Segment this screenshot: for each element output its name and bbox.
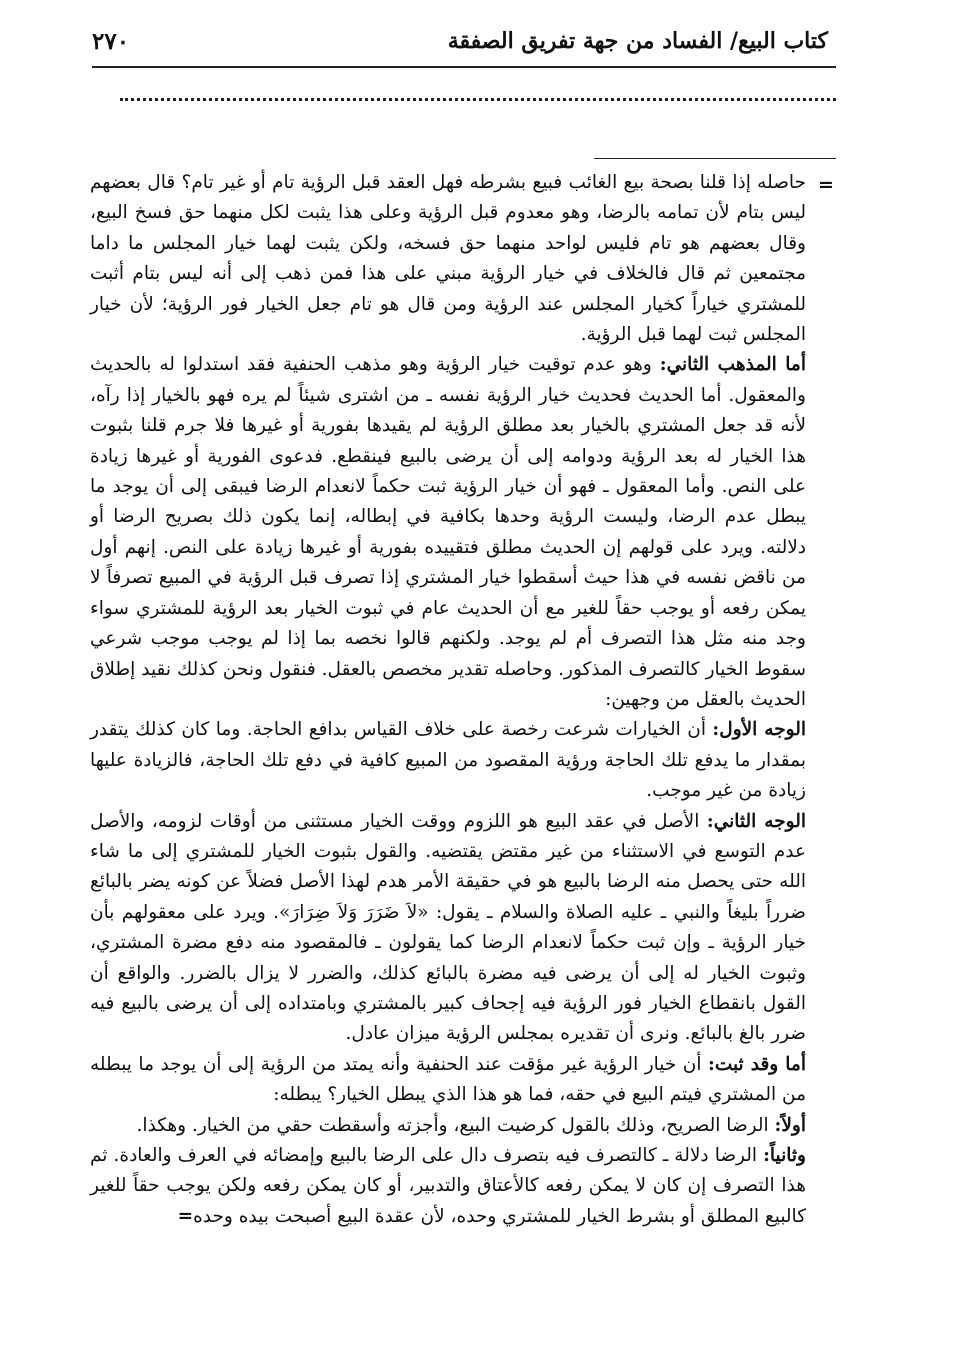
paragraph-text: أن خيار الرؤية غير مؤقت عند الحنفية وأنه يمتد من الرؤية إلى أن يوجد ما يبطله من المشتري فيتم البيع في حقه، فما هو هذا الذي يبطل الخيار؟ يبطله: [90,1053,806,1106]
running-title: كتاب البيع/ الفساد من جهة تفريق الصفقة [447,28,828,54]
dotted-separator [120,98,836,111]
paragraph-lead: أما المذهب الثاني: [659,354,806,376]
paragraph-lead: الوجه الثاني: [706,810,806,832]
page-number: ٢٧٠ [92,28,130,55]
page-header [92,26,836,62]
end-mark: = [177,1205,194,1227]
paragraph-second-school [90,350,806,715]
paragraph-intro [90,168,806,350]
paragraph-text: الرضا دلالة ـ كالتصرف فيه بتصرف دال على الرضا بالبيع وإمضائه في العرف والعادة. ثم هذا التصرف إن كان لا يمكن رفعه كالأعتاق والتدبير، أو كان يمكن رفعه ولكن يوجب حقاً للغير كالبيع المطلق أو بشرط الخيار للمشتري وحده، لأن عقدة البيع أصبحت بيده وحده [90,1145,806,1227]
paragraph-text: حاصله إذا قلنا بصحة بيع الغائب فبيع بشرطه فهل العقد قبل الرؤية تام أو غير تام؟ قال بعضهم ليس بتام لأن تمامه بالرضا، وهو معدوم قبل الرؤية وعلى هذا يثبت لكل منهما حق فسخ البيع، وقال بعضهم هو تام فليس لواحد منهما حق فسخه، ولكن يثبت لهما خيار المجلس ما داما مجتمعين ثم قال فالخلاف في خيار الرؤية مبني على هذا فمن ذهب إلى أنه ليس بتام أثبت للمشتري خياراً كخيار المجلس عند الرؤية ومن قال هو تام جعل الخيار فور الرؤية؛ لأن خيار المجلس ثبت لهما قبل الرؤية. [90,172,806,346]
paragraph-established [90,1050,806,1111]
paragraph-text: أن الخيارات شرعت رخصة على خلاف القياس بدافع الحاجة. وما كان كذلك يتقدر بمقدار ما يدفع تلك الحاجة ورؤية المقصود من المبيع كافية في دفع تلك الحاجة، فالزيادة عليها زيادة من غير موجب. [90,719,806,802]
paragraph-firstly [90,1111,806,1141]
paragraph-lead: أولاً: [774,1114,806,1136]
paragraph-text: الرضا الصريح، وذلك بالقول كرضيت البيع، وأجزته وأسقطت حقي من الخيار. وهكذا. [136,1114,769,1136]
paragraph-first-aspect [90,715,806,806]
paragraph-text: الأصل في عقد البيع هو اللزوم ووقت الخيار مستثنى من أوقات لزومه، والأصل عدم التوسع في الاستثناء من غير مقتض يقتضيه. والقول بثبوت الخيار للمشتري إلى ما شاء الله حتى يحصل منه الرضا بالبيع هو في حقيقة الأمر هدم لهذا الأصل فضلاً عن كونه يضر بالبائع ضرراً بليغاً والنبي ـ عليه الصلاة والسلام ـ يقول: «لاَ ضَرَرَ وَلاَ ضِرَارَ». ويرد على معقولهم بأن خيار الرؤية ـ وإن ثبت حكماً لانعدام الرضا كما يقولون ـ فالمقصود منه دفع مضرة المشتري، وثبوت الخيار له إلى أن يرضى فيه مضرة بالبائع كذلك، والضرر لا يزال بالضرر. والواقع أن القول بانقطاع الخيار فور الرؤية فيه إجحاف كبير بالمشتري وبامتداده إلى أن يرضى بالبيع فيه ضرر بالغ بالبائع. ونرى أن تقديره بمجلس الرؤية ميزان عادل. [90,810,806,1045]
paragraph-lead: أما وقد ثبت: [707,1053,806,1075]
paragraph-second-aspect [90,807,806,1050]
paragraph-lead: الوجه الأول: [712,719,806,741]
header-rule [92,66,836,68]
paragraph-lead: وثانياً: [763,1145,806,1166]
paragraph-secondly [90,1141,806,1232]
footnote-body [90,168,806,1232]
footnote-rule [594,158,836,159]
paragraph-text: وهو عدم توقيت خيار الرؤية وهو مذهب الحنفية فقد استدلوا له بالحديث والمعقول. أما الحديث فحديث خيار الرؤية نفسه ـ من اشترى شيئاً لم يره فهو بالخيار إذا رآه، لأنه قد جعل المشتري بالخيار بعد مطلق الرؤية لم يقيدها بفورية أو غيرها فلا جرم قلنا بثبوت هذا الخيار له بعد الرؤية ودوامه إلى أن يرضى بالبيع فينقطع. فدعوى الفورية أو غيرها زيادة على النص. وأما المعقول ـ فهو أن خيار الرؤية ثبت حكماً لانعدام الرضا فيبقى إلى أن يوجد ما يبطل عدم الرضا، وليست الرؤية وحدها بكافية في إبطاله، إنما يكون ذلك بصريح الرضا أو دلالته. ويرد على قولهم إن الحديث مطلق فتقييده بفورية أو غيرها زيادة على النص. إنهم أول من ناقض نفسه في هذا حيث أسقطوا خيار المشتري إذا تصرف قبل الرؤية في المبيع تصرفاً لا يمكن رفعه أو يوجب حقاً للغير مع أن الحديث عام في ثبوت الخيار بعد الرؤية للمشتري سواء وجد منه مثل هذا التصرف أم لم يوجد. ولكنهم قالوا نخصه بما إذا لم يوجب موجب شرعي سقوط الخيار كالتصرف المذكور. وحاصله تقدير مخصص بالعقل. فنقول ونحن كذلك نقيد إطلاق الحديث بالعقل من وجهين: [90,354,806,710]
continuation-mark: = [818,174,834,196]
